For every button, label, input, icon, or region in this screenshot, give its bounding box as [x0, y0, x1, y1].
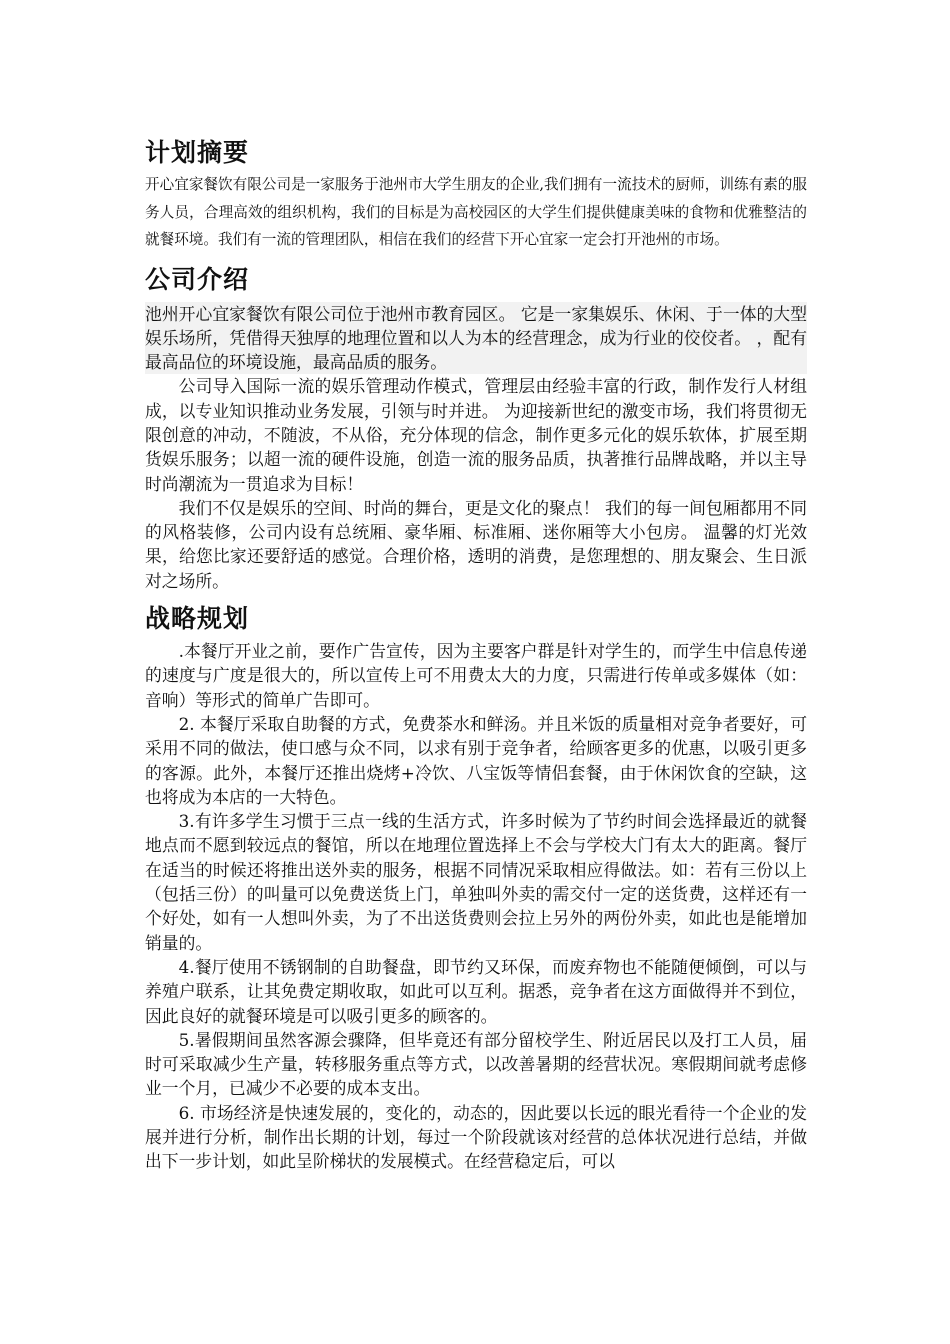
strategy-paragraph: 2. 本餐厅采取自助餐的方式，免费茶水和鲜汤。并且米饭的质量相对竞争者要好，可采用不同的做法，使口感与众不同，以求有别于竞争者，给顾客更多的优惠，以吸引更多的客源。此外，本餐厅还推出烧烤+冷饮、八宝饭等情侣套餐，由于休闲饮食的空缺，这也将成为本店的一大特色。 — [145, 713, 807, 807]
strategy-paragraph: 5.暑假期间虽然客源会骤降，但毕竟还有部分留校学生、附近居民以及打工人员，届时可采取减少生产量，转移服务重点等方式，以改善暑期的经营状况。寒假期间就考虑修业一个月，已减少不必要的成本支出。 — [145, 1029, 807, 1099]
summary-paragraph: 开心宜家餐饮有限公司是一家服务于池州市大学生朋友的企业,我们拥有一流技术的厨师，训练有素的服务人员，合理高效的组织机构，我们的目标是为高校园区的大学生们提供健康美味的食物和优雅整洁的就餐环境。我们有一流的管理团队，相信在我们的经营下开心宜家一定会打开池州的市场。 — [145, 176, 807, 248]
section-company-intro — [145, 262, 807, 594]
section-title-summary: 计划摘要 — [145, 138, 250, 167]
strategy-paragraph: .本餐厅开业之前，要作广告宣传，因为主要客户群是针对学生的，而学生中信息传递的速度与广度是很大的，所以宣传上可不用费太大的力度，只需进行传单或多媒体（如：音响）等形式的简单广告即可。 — [145, 641, 807, 710]
section-title-strategy: 战略规划 — [145, 604, 250, 634]
document-body — [145, 135, 807, 1174]
section-strategy — [145, 601, 807, 1174]
intro-paragraph: 我们不仅是娱乐的空间、时尚的舞台，更是文化的聚点！ 我们的每一间包厢都用不同的风格装修，公司内设有总统厢、豪华厢、标准厢、迷你厢等大小包房。 温馨的灯光效果，给您比家还要舒适的感觉。合理价格，透明的消费，是您理想的、朋友聚会、生日派对之场所。 — [145, 497, 807, 591]
section-summary — [145, 135, 807, 254]
strategy-paragraph: 3.有许多学生习惯于三点一线的生活方式，许多时候为了节约时间会选择最近的就餐地点而不愿到较远点的餐馆，所以在地理位置选择上不会与学校大门有太大的距离。餐厅在适当的时候还将推出送外卖的服务，根据不同情况采取相应得做法。如：若有三份以上（包括三份）的叫量可以免费送货上门，单独叫外卖的需交付一定的送货费，这样还有一个好处，如有一人想叫外卖，为了不出送货费则会拉上另外的两份外卖，如此也是能增加销量的。 — [145, 811, 807, 953]
strategy-paragraph: 6. 市场经济是快速发展的，变化的，动态的，因此要以长远的眼光看待一个企业的发展并进行分析，制作出长期的计划，每过一个阶段就该对经营的总体状况进行总结，并做出下一步计划，如此呈阶梯状的发展模式。在经营稳定后，可以 — [145, 1102, 807, 1172]
section-title-company-intro: 公司介绍 — [145, 264, 250, 294]
intro-paragraph: 池州开心宜家餐饮有限公司位于池州市教育园区。 它是一家集娱乐、休闲、于一体的大型娱乐场所，凭借得天独厚的地理位置和以人为本的经营理念，成为行业的佼佼者。 ，配有最高品位的环境设施，最高品质的服务。 — [145, 302, 807, 375]
intro-paragraph: 公司导入国际一流的娱乐管理动作模式，管理层由经验丰富的行政，制作发行人材组成，以专业知识推动业务发展，引领与时并进。 为迎接新世纪的激变市场，我们将贯彻无限创意的冲动，不随波，不从俗，充分体现的信念，制作更多元化的娱乐软体，扩展至期货娱乐服务；以超一流的硬件设施，创造一流的服务品质，执著推行品牌战略，并以主导时尚潮流为一贯追求为目标！ — [145, 376, 807, 494]
strategy-paragraph: 4.餐厅使用不锈钢制的自助餐盘，即节约又环保，而废弃物也不能随便倾倒，可以与养殖户联系，让其免费定期收取，如此可以互利。据悉，竞争者在这方面做得并不到位，因此良好的就餐环境是可以吸引更多的顾客的。 — [145, 956, 807, 1026]
